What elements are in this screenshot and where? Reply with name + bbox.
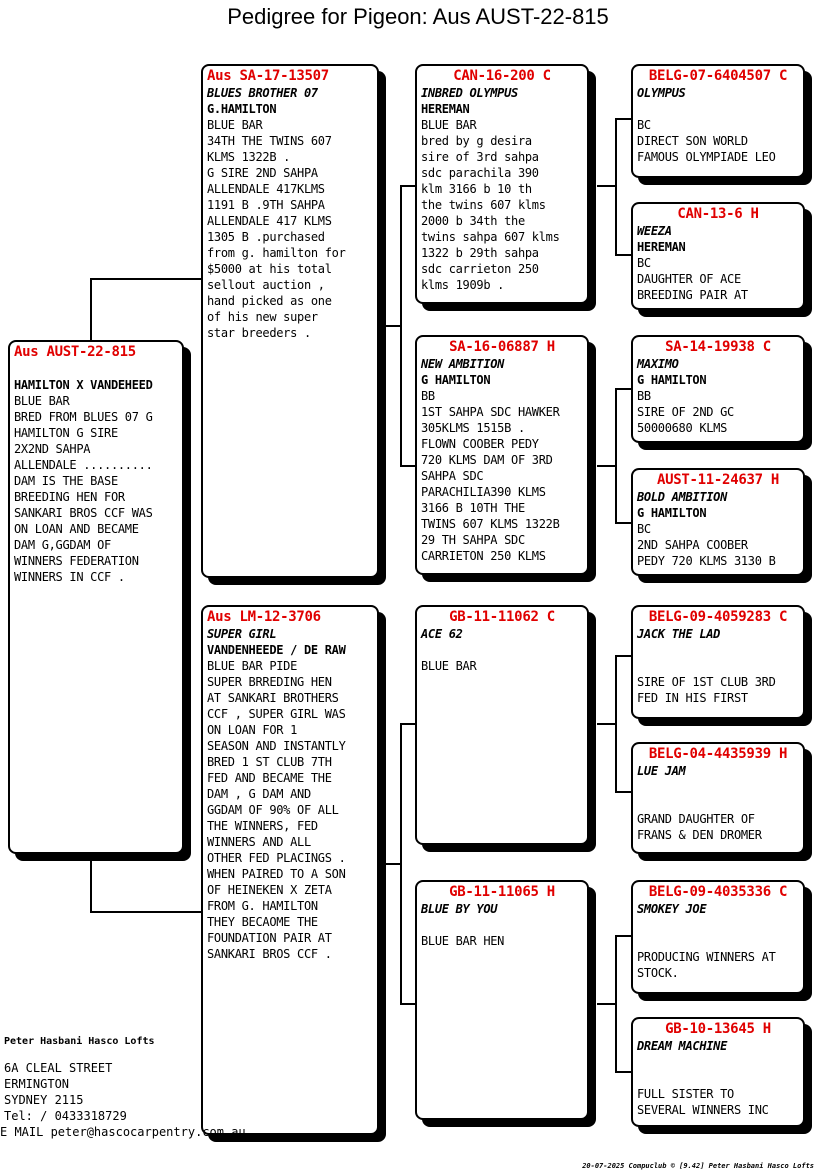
sire-notes: 34TH THE TWINS 607 KLMS 1322B . G SIRE 2ND SAHPA ALLENDALE 417KLMS 1191 B .9TH SAHPA ALLENDALE 417 KLMS 1305 B .purchased from g. hamilton for $5000 at his total sellout auction , hand picked as one of his new super star breeders . [207,134,346,340]
address-line-1: 6A CLEAL STREET [4,1061,113,1075]
dam-dam-sire-card[interactable] [631,880,805,994]
sire-sire-color: BLUE BAR [421,118,477,132]
sire-dam-band-number: SA-16-06887 H [449,339,555,355]
dam-sire-sire-name: JACK THE LAD [637,627,721,641]
connector-line [90,911,205,913]
sire-dam-dam-band-number: AUST-11-24637 H [657,472,779,488]
connector-line [615,655,617,793]
connector-line [597,465,617,467]
dam-sire-dam-band-number: BELG-04-4435939 H [648,746,788,762]
connector-line [400,185,402,467]
sire-sire-sire-card[interactable] [631,64,805,178]
sire-dam-name: NEW AMBITION [421,357,505,371]
subject-band-number: Aus AUST-22-815 [14,344,136,360]
subject-breeder: HAMILTON X VANDEHEED [14,378,153,392]
dam-dam-dam-name: DREAM MACHINE [637,1039,728,1053]
sire-dam-dam-breeder: G HAMILTON [637,506,707,520]
dam-card[interactable] [201,605,379,1135]
dam-dam-card[interactable] [415,880,589,1120]
connector-line [90,855,92,913]
sire-sire-dam-breeder: HEREMAN [637,240,686,254]
sire-card[interactable] [201,64,379,578]
subject-color: BLUE BAR [14,394,70,408]
subject-notes: BRED FROM BLUES 07 G HAMILTON G SIRE 2X2ND SAHPA ALLENDALE .......... DAM IS THE BASE BREEDING HEN FOR SANKARI BROS CCF WAS ON LOAN AND BECAME DAM G,GGDAM OF WINNERS FEDERATION WINNERS IN CCF . [14,410,153,584]
connector-line [400,723,402,1005]
sire-dam-dam-color: BC [637,522,651,536]
dam-band-number: Aus LM-12-3706 [207,609,321,625]
connector-line [615,118,617,256]
dam-sire-sire-notes: SIRE OF 1ST CLUB 3RD FED IN HIS FIRST [637,675,776,705]
sire-dam-breeder: G HAMILTON [421,373,491,387]
address-line-2: ERMINGTON [4,1077,70,1091]
dam-dam-band-number: GB-11-11065 H [449,884,555,900]
sire-band-number: Aus SA-17-13507 [207,68,329,84]
sire-sire-dam-card[interactable] [631,202,805,310]
dam-sire-band-number: GB-11-11062 C [449,609,555,625]
phone-number: Tel: / 0433318729 [4,1109,127,1123]
address-line-3: SYDNEY 2115 [4,1093,84,1107]
connector-line [597,723,617,725]
connector-line [615,935,617,1073]
email-address: E MAIL peter@hascocarpentry.com.au [0,1125,246,1139]
connector-line [615,388,617,524]
dam-sire-dam-name: LUE JAM [637,764,686,778]
sire-sire-name: INBRED OLYMPUS [421,86,518,100]
dam-sire-dam-card[interactable] [631,742,805,854]
sire-dam-card[interactable] [415,335,589,575]
dam-name: SUPER GIRL [207,627,277,641]
dam-dam-dam-notes: FULL SISTER TO SEVERAL WINNERS INC [637,1087,769,1117]
sire-sire-sire-name: OLYMPUS [637,86,686,100]
dam-dam-sire-notes: PRODUCING WINNERS AT STOCK. [637,950,776,980]
sire-dam-sire-name: MAXIMO [637,357,679,371]
sire-sire-dam-band-number: CAN-13-6 H [677,206,759,222]
sire-sire-dam-name: WEEZA [637,224,672,238]
dam-color: BLUE BAR PIDE [207,659,298,673]
print-stamp: 20-07-2025 Compuclub © [9.42] Peter Hasbani Hasco Lofts [582,1162,814,1170]
dam-dam-dam-card[interactable] [631,1017,805,1127]
dam-dam-sire-band-number: BELG-09-4035336 C [648,884,788,900]
sire-dam-sire-card[interactable] [631,335,805,443]
dam-breeder: VANDENHEEDE / DE RAW [207,643,346,657]
sire-breeder: G.HAMILTON [207,102,277,116]
dam-sire-name: ACE 62 [421,627,463,641]
sire-dam-dam-notes: 2ND SAHPA COOBER PEDY 720 KLMS 3130 B [637,538,776,568]
sire-dam-notes: 1ST SAHPA SDC HAWKER 305KLMS 1515B . FLOWN COOBER PEDY 720 KLMS DAM OF 3RD SAHPA SDC PARACHILIA390 KLMS 3166 B 10TH THE TWINS 607 KLMS 1322B 29 TH SAHPA SDC CARRIETON 250 KLMS [421,405,560,563]
page-title: Pedigree for Pigeon: Aus AUST-22-815 [227,4,609,29]
dam-sire-dam-notes: GRAND DAUGHTER OF FRANS & DEN DROMER [637,812,762,842]
sire-sire-breeder: HEREMAN [421,102,470,116]
dam-dam-dam-band-number: GB-10-13645 H [665,1021,771,1037]
sire-sire-sire-band-number: BELG-07-6404507 C [648,68,788,84]
loft-name: Peter Hasbani Hasco Lofts [4,1036,155,1047]
sire-name: BLUES BROTHER 07 [207,86,318,100]
subject-card[interactable] [8,340,184,854]
sire-sire-notes: bred by g desira sire of 3rd sahpa sdc parachila 390 klm 3166 b 10 th the twins 607 klms 2000 b 34th the twins sahpa 607 klms 1322 b 29th sahpa sdc carrieton 250 klms 1909b . [421,134,560,292]
sire-sire-band-number: CAN-16-200 C [453,68,551,84]
connector-line [597,185,617,187]
sire-dam-sire-notes: SIRE OF 2ND GC 50000680 KLMS [637,405,734,435]
dam-sire-color: BLUE BAR [421,659,477,673]
sire-dam-dam-name: BOLD AMBITION [637,490,728,504]
dam-sire-sire-band-number: BELG-09-4059283 C [648,609,788,625]
sire-dam-dam-card[interactable] [631,468,805,576]
dam-sire-breeder [421,642,583,658]
dam-notes: SUPER BRREDING HEN AT SANKARI BROTHERS CCF , SUPER GIRL WAS ON LOAN FOR 1 SEASON AND INSTANTLY BRED 1 ST CLUB 7TH FED AND BECAME THE DAM , G DAM AND GGDAM OF 90% OF ALL THE WINNERS, FED WINNERS AND ALL OTHER FED PLACINGS . WHEN PAIRED TO A SON OF HEINEKEN X ZETA FROM G. HAMILTON THEY BECAOME THE FOUNDATION PAIR AT SANKARI BROS CCF . [207,675,346,961]
sire-sire-sire-breeder [637,101,799,117]
dam-dam-breeder [421,917,583,933]
sire-dam-sire-band-number: SA-14-19938 C [665,339,771,355]
dam-dam-color: BLUE BAR HEN [421,934,505,948]
owner-details [4,1034,194,1124]
connector-line [90,278,205,280]
dam-sire-sire-card[interactable] [631,605,805,719]
sire-sire-dam-color: BC [637,256,651,270]
dam-dam-sire-name: SMOKEY JOE [637,902,707,916]
dam-sire-card[interactable] [415,605,589,845]
sire-sire-sire-notes: DIRECT SON WORLD FAMOUS OLYMPIADE LEO [637,134,776,164]
sire-dam-sire-breeder: G HAMILTON [637,373,707,387]
connector-line [90,278,92,342]
sire-dam-color: BB [421,389,435,403]
sire-dam-sire-color: BB [637,389,651,403]
dam-dam-name: BLUE BY YOU [421,902,498,916]
connector-line [597,1003,617,1005]
sire-color: BLUE BAR [207,118,263,132]
connector-line [382,863,402,865]
sire-sire-dam-notes: DAUGHTER OF ACE BREEDING PAIR AT [637,272,748,302]
connector-line [382,325,402,327]
sire-sire-sire-color: BC [637,118,651,132]
sire-sire-card[interactable] [415,64,589,304]
subject-name [14,361,178,377]
